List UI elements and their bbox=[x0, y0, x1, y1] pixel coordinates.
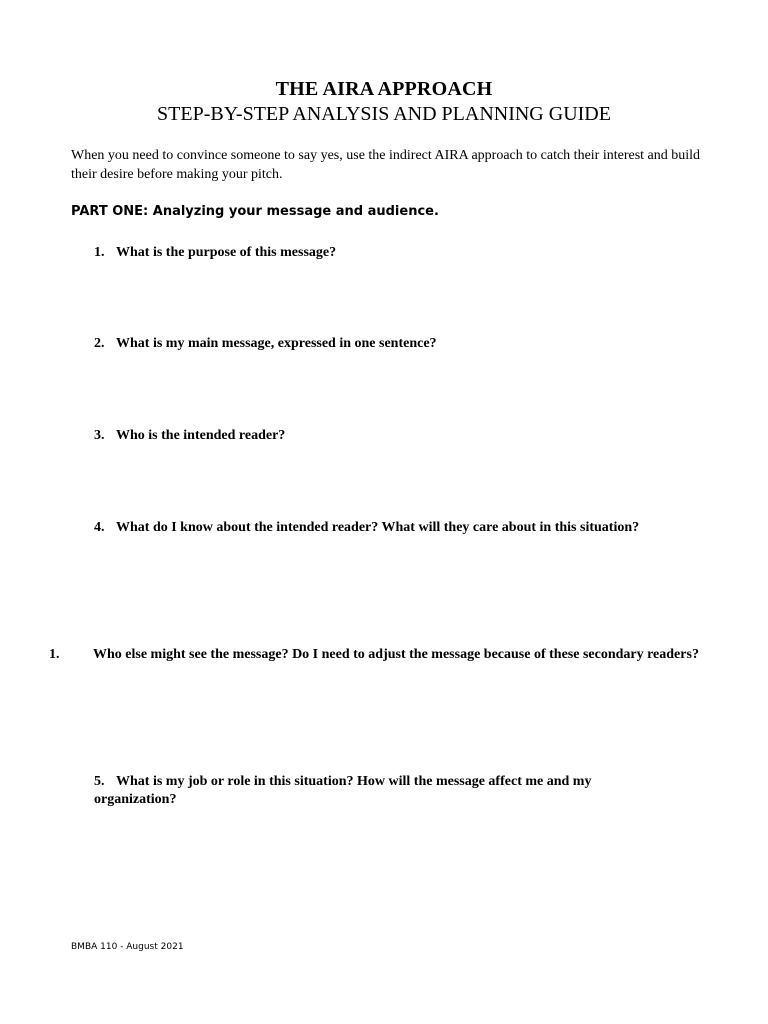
question-text: What is my main message, expressed in one sentence? bbox=[116, 336, 437, 351]
question-number: 1. bbox=[94, 245, 105, 260]
question-1 bbox=[94, 244, 694, 262]
question-text: What is the purpose of this message? bbox=[116, 245, 337, 260]
question-text: Who is the intended reader? bbox=[116, 428, 286, 443]
question-text: Who else might see the message? Do I need to adjust the message because of these secondary readers? bbox=[93, 647, 699, 662]
question-number: 5. bbox=[94, 774, 105, 789]
part-one-heading: PART ONE: Analyzing your message and audience. bbox=[71, 204, 439, 219]
document-title: THE AIRA APPROACH bbox=[275, 78, 493, 100]
question-number: 3. bbox=[94, 428, 105, 443]
document-subtitle: STEP-BY-STEP ANALYSIS AND PLANNING GUIDE bbox=[157, 103, 611, 125]
question-3 bbox=[94, 427, 694, 445]
question-number: 4. bbox=[94, 520, 105, 535]
question-text: What do I know about the intended reader? What will they care about in this situation? bbox=[116, 520, 640, 535]
question-text: What is my job or role in this situation? How will the message affect me and my organization? bbox=[94, 774, 592, 807]
intro-paragraph: When you need to convince someone to say yes, use the indirect AIRA approach to catch their interest and build their desire before making your pitch. bbox=[71, 148, 701, 182]
question-secondary-readers bbox=[49, 646, 718, 664]
question-number: 1. bbox=[49, 647, 60, 662]
question-5 bbox=[94, 773, 654, 809]
question-2 bbox=[94, 335, 694, 353]
question-number: 2. bbox=[94, 336, 105, 351]
page-footer: BMBA 110 - August 2021 bbox=[71, 942, 184, 952]
question-4 bbox=[94, 519, 734, 537]
